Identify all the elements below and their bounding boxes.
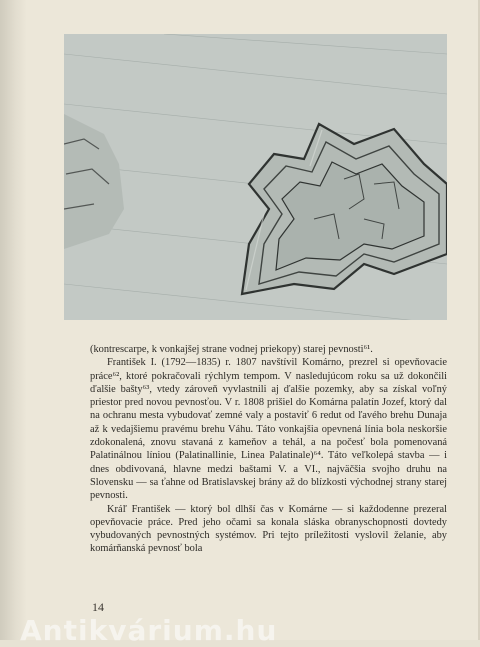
- body-text: [90, 343, 447, 556]
- fortress-plan-icon: [64, 34, 447, 320]
- watermark-logo: Antikvárium.hu: [20, 614, 278, 647]
- fortress-plan-figure: [64, 34, 447, 320]
- paragraph-2: František I. (1792—1835) r. 1807 navštívil Komárno, prezrel si opevňovacie práce⁶², ktoré pokračovali rýchlym tempom. V nasledujúcom roku sa už dokončili ďalšie bašty⁶³, vtedy zároveň vyvlastnili aj ďalšie pozemky, aby sa získal voľný priestor pred novou pevnosťou. V r. 1808 prišiel do Komárna palatín Jozef, ktorý dal na ochranu mesta vybudovať zemné valy a postaviť 6 redut od ľavého brehu Dunaja až k vedajšiemu pravému brehu Váhu. Táto vonkajšia opevnená línia bola neskoršie zdokonalená, znovu stavaná z kameňov a tehál, a na počesť bola pomenovaná Palatinálnou líniou (Palatinallinie, Linea Palatinale)⁶⁴. Táto veľkolepá stavba — i dnes obdivovaná, hlavne medzi baštami V. a VI., najväčšia svojho druhu na Slovensku — sa ťahne od Bratislavskej brány až do blízkosti východnej strany starej pevnosti.: [90, 357, 447, 502]
- page-number: 14: [92, 600, 104, 614]
- book-binding: [0, 0, 26, 640]
- paragraph-3: Kráľ František — ktorý bol dlhší čas v Komárne — si každodenne prezeral opevňovacie práce. Pred jeho očami sa konala sláska obranyschopnosti dovtedy vybudovaných pevnostných systémov. Pri tejto príležitosti vyslovil želanie, aby komárňanská pevnosť bola: [90, 503, 447, 555]
- paragraph-1: (kontrescarpe, k vonkajšej strane vodnej priekopy) starej pevnosti⁶¹.: [90, 344, 373, 355]
